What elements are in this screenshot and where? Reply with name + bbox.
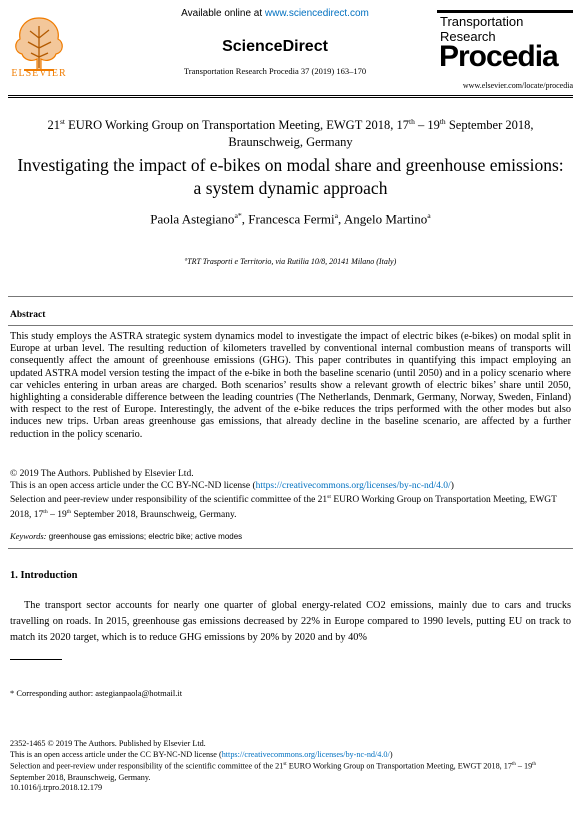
bottom-peer-c: – 19 bbox=[515, 761, 533, 771]
meeting-text-3: – 19 bbox=[414, 118, 440, 133]
meeting-sup-3: th bbox=[439, 117, 446, 126]
author-3: , Angelo Martino bbox=[338, 211, 428, 227]
abstract-heading-rule bbox=[8, 325, 573, 326]
section-heading: 1. Introduction bbox=[10, 570, 78, 581]
bottom-peer-sup2: th bbox=[511, 762, 516, 768]
footnote: * Corresponding author: astegianpaola@hotmail.it bbox=[10, 688, 183, 698]
abstract-top-rule bbox=[8, 296, 573, 297]
header-rule-second bbox=[8, 97, 573, 98]
peer-sup2: th bbox=[43, 508, 48, 515]
doi[interactable]: 10.1016/j.trpro.2018.12.179 bbox=[10, 783, 103, 793]
affiliation-text: TRT Trasporti e Territorio, via Rutilia 10/8, 20141 Milano (Italy) bbox=[187, 257, 397, 266]
intro-paragraph: The transport sector accounts for nearly one quarter of global energy-related CO2 emissions, mainly due to cars and trucks travelling on roads. In 2015, greenhouse gas emissions decreased by 22% in Europe compared to 1990 levels, putting EU on track to match its 2020 target, which is to reduce GHG emissions by 20% by 2020 and by 40% bbox=[10, 600, 571, 643]
author-1-sup: a* bbox=[234, 211, 242, 220]
peer-c: – 19 bbox=[47, 509, 67, 520]
copyright-block bbox=[10, 469, 571, 521]
meeting-sup-1: st bbox=[59, 117, 65, 126]
license-suffix: ) bbox=[450, 480, 454, 491]
abstract-heading: Abstract bbox=[10, 310, 46, 320]
bottom-license-link[interactable]: https://creativecommons.org/licenses/by-nc-nd/4.0/ bbox=[221, 749, 390, 759]
peer-sup1: st bbox=[327, 494, 331, 500]
meeting-sup-2: th bbox=[409, 117, 415, 126]
license-link[interactable]: https://creativecommons.org/licenses/by-nc-nd/4.0/ bbox=[255, 480, 451, 491]
peer-b: EURO Working Group on Transportation Meeting, EWGT 2018, 17 bbox=[10, 495, 557, 520]
issn-line: 2352-1465 © 2019 The Authors. Published by Elsevier Ltd. bbox=[10, 739, 206, 748]
sciencedirect-link[interactable]: www.sciencedirect.com bbox=[264, 8, 369, 19]
affiliation-sup: a bbox=[184, 257, 188, 263]
bottom-license-suffix: ) bbox=[389, 749, 393, 759]
sciencedirect-wordmark: ScienceDirect bbox=[222, 38, 328, 55]
peer-review-line bbox=[10, 492, 571, 521]
bottom-peer-a: Selection and peer-review under responsibility of the scientific committee of the 21 bbox=[10, 761, 284, 771]
peer-a: Selection and peer-review under responsibility of the scientific committee of the 21 bbox=[10, 495, 328, 506]
meeting-text-4: September 2018, bbox=[445, 118, 534, 133]
author-1: Paola Astegiano bbox=[150, 211, 235, 227]
author-2-sup: a bbox=[334, 211, 339, 220]
journal-logo-line2: Research bbox=[440, 29, 496, 44]
keywords-label: Keywords: bbox=[10, 531, 47, 541]
journal-url[interactable]: www.elsevier.com/locate/procedia bbox=[462, 81, 573, 90]
available-online-line bbox=[100, 8, 450, 19]
copyright-line: © 2019 The Authors. Published by Elsevier Ltd. bbox=[10, 469, 194, 479]
journal-logo-line1: Transportation bbox=[440, 14, 524, 29]
meeting-info bbox=[14, 113, 567, 151]
abstract-text: This study employs the ASTRA strategic system dynamics model to investigate the impact of electric bikes (e-bikes) on modal split in Europe at urban level. The resulting reduction of kilometers travelled by conventional internal combustion means of transports will consequently affect the amount of greenhouse emissions (GHG). This paper contributes in quantifying this impact employing an updated ASTRA model version testing the impact of the e-bike in both the baseline scenario (until 2050) and in a policy scenario where car vehicles entering in urban areas are charged. Both scenarios’ results show a relevant growth of electric bikes’ share until 2050, highlighting a considerable difference between the leading countries (The Netherlands, Denmark, Germany, Norway, Sweden, Finland) with respect to the rest of Europe. Interestingly, the advent of the e-bike reduces the trips performed with the other modes but also induces new trips. Urban areas greenhouse gas emissions, that already decline in the baseline scenario, are affected by a further reduction in the policy scenario. bbox=[10, 331, 571, 440]
journal-reference: Transportation Research Procedia 37 (2019) 163–170 bbox=[183, 66, 367, 76]
author-2: , Francesca Fermi bbox=[241, 211, 335, 227]
bottom-license-line bbox=[10, 750, 571, 761]
keywords-rule bbox=[8, 548, 573, 549]
meeting-location: Braunschweig, Germany bbox=[228, 135, 353, 150]
bottom-peer-line bbox=[10, 760, 571, 783]
bottom-license-prefix: This is an open access article under the CC BY-NC-ND license ( bbox=[10, 749, 222, 759]
footnote-rule bbox=[10, 659, 62, 660]
bottom-peer-b: EURO Working Group on Transportation Meeting, EWGT 2018, 17 bbox=[286, 761, 512, 771]
bottom-peer-d: September 2018, Braunschweig, Germany. bbox=[10, 772, 151, 782]
peer-d: September 2018, Braunschweig, Germany. bbox=[71, 509, 237, 520]
elsevier-wordmark: ELSEVIER bbox=[11, 68, 67, 79]
license-prefix: This is an open access article under the CC BY-NC-ND license ( bbox=[10, 480, 256, 491]
paper-title: Investigating the impact of e-bikes on modal share and greenhouse emissions: a system dynamic approach bbox=[17, 155, 564, 198]
meeting-text-2: EURO Working Group on Transportation Meeting, EWGT 2018, 17 bbox=[64, 118, 409, 133]
peer-sup3: th bbox=[66, 508, 72, 515]
license-line bbox=[10, 481, 571, 493]
available-prefix: Available online at bbox=[181, 8, 265, 19]
bottom-info bbox=[10, 739, 571, 794]
keywords-values: greenhouse gas emissions; electric bike; active modes bbox=[46, 532, 243, 541]
journal-logo-line3: Procedia bbox=[439, 40, 558, 73]
meeting-text-1: 21 bbox=[47, 118, 60, 133]
author-3-sup: a bbox=[427, 211, 431, 220]
bottom-peer-sup1: st bbox=[283, 762, 287, 768]
bottom-peer-sup3: th bbox=[532, 762, 536, 768]
authors bbox=[14, 211, 567, 227]
keywords bbox=[10, 531, 242, 541]
header-rule bbox=[8, 95, 573, 96]
affiliation bbox=[14, 257, 567, 266]
